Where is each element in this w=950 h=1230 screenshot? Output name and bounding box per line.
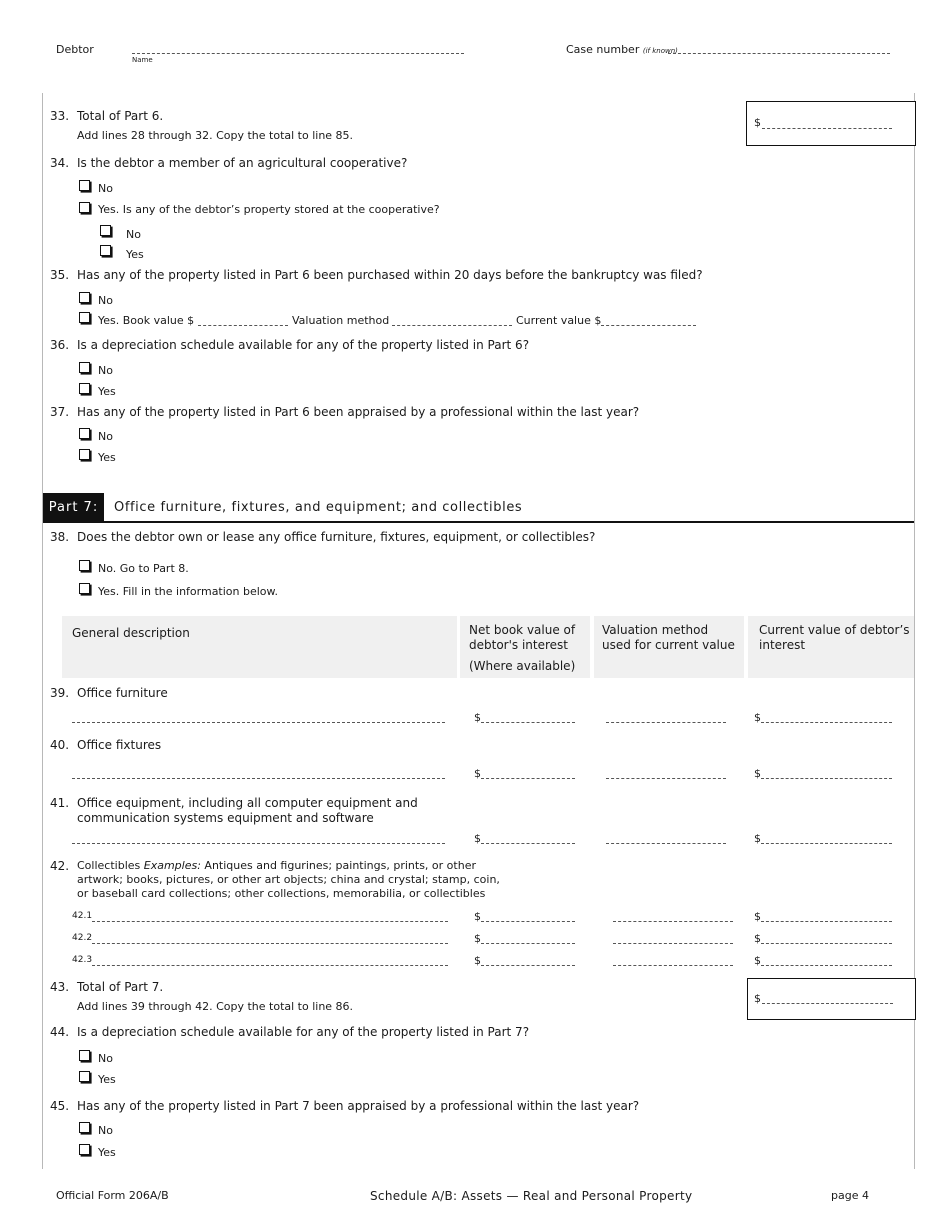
row41-label-line2: communication systems equipment and software xyxy=(77,811,374,825)
debtor-name-field[interactable] xyxy=(132,53,464,54)
row42-1-valuation-field[interactable] xyxy=(613,921,733,922)
row40-number: 40. xyxy=(50,738,70,752)
q34-number: 34. xyxy=(50,156,70,170)
q37-yes-label: Yes xyxy=(98,451,116,464)
row42-3-current-field[interactable] xyxy=(761,965,892,966)
examples-word: Examples: xyxy=(143,859,201,872)
collectibles-word: Collectibles xyxy=(77,859,144,872)
total-part6-field[interactable] xyxy=(762,128,892,129)
col-current-line2: interest xyxy=(759,638,806,652)
q35-yes-checkbox[interactable] xyxy=(79,312,90,323)
row39-current-dollar: $ xyxy=(754,711,761,724)
row39-net-book-field[interactable] xyxy=(481,722,575,723)
row40-current-dollar: $ xyxy=(754,767,761,780)
q38-no-checkbox[interactable] xyxy=(79,560,90,571)
q35-current-value-label: Current value $ xyxy=(516,314,602,327)
row40-label: Office fixtures xyxy=(77,738,162,752)
q45-yes-label: Yes xyxy=(98,1146,116,1159)
row39-net-dollar: $ xyxy=(474,711,481,724)
q34-sub-no-label: No xyxy=(126,228,141,241)
col-valuation-line2: used for current value xyxy=(602,638,735,652)
q38-yes-label: Yes. Fill in the information below. xyxy=(98,585,279,598)
q38-number: 38. xyxy=(50,530,70,544)
q36-question: Is a depreciation schedule available for any of the property listed in Part 6? xyxy=(77,338,530,352)
part7-title: Office furniture, fixtures, and equipment; and collectibles xyxy=(114,500,523,515)
row39-number: 39. xyxy=(50,686,70,700)
q43-number: 43. xyxy=(50,980,70,994)
q34-yes-label: Yes. Is any of the debtor’s property stored at the cooperative? xyxy=(98,203,440,216)
q45-no-label: No xyxy=(98,1124,113,1137)
q34-yes-checkbox[interactable] xyxy=(79,202,90,213)
q34-sub-yes-label: Yes xyxy=(126,248,144,261)
row41-label-line1: Office equipment, including all computer equipment and xyxy=(77,796,418,810)
q35-valuation-label: Valuation method xyxy=(292,314,390,327)
row42-3-description-field[interactable] xyxy=(92,965,448,966)
q38-no-label: No. Go to Part 8. xyxy=(98,562,189,575)
row42-3-net-dollar: $ xyxy=(474,954,481,967)
q35-no-checkbox[interactable] xyxy=(79,292,90,303)
q36-yes-label: Yes xyxy=(98,385,116,398)
row40-valuation-field[interactable] xyxy=(606,778,726,779)
case-number-field[interactable] xyxy=(668,53,890,54)
row41-current-field[interactable] xyxy=(761,843,892,844)
q33-number: 33. xyxy=(50,109,70,123)
col-net-book-line2: debtor's interest xyxy=(469,638,568,652)
row42-1-current-field[interactable] xyxy=(761,921,892,922)
row42-2-net-dollar: $ xyxy=(474,932,481,945)
q35-valuation-field[interactable] xyxy=(392,325,512,326)
footer-form-number: Official Form 206A/B xyxy=(56,1189,169,1202)
row42-1-current-dollar: $ xyxy=(754,910,761,923)
q35-question: Has any of the property listed in Part 6 been purchased within 20 days before the bankruptcy was filed? xyxy=(77,268,703,282)
footer-form-title: Schedule A/B: Assets — Real and Personal Property xyxy=(370,1189,693,1203)
col-net-book-line3: (Where available) xyxy=(469,659,576,673)
row42-1-label: 42.1 xyxy=(72,911,93,921)
q34-sub-yes-checkbox[interactable] xyxy=(100,245,111,256)
q43-subtitle: Add lines 39 through 42. Copy the total to line 86. xyxy=(77,1000,354,1013)
row39-valuation-field[interactable] xyxy=(606,722,726,723)
col-net-book-line1: Net book value of xyxy=(469,623,576,637)
row42-2-valuation-field[interactable] xyxy=(613,943,733,944)
row41-description-field[interactable] xyxy=(72,843,445,844)
row39-current-field[interactable] xyxy=(761,722,892,723)
q35-current-value-field[interactable] xyxy=(601,325,696,326)
name-caption: Name xyxy=(132,56,153,64)
q44-yes-checkbox[interactable] xyxy=(79,1071,90,1082)
col-current-line1: Current value of debtor’s xyxy=(759,623,910,637)
row42-3-label: 42.3 xyxy=(72,955,93,965)
q35-book-value-field[interactable] xyxy=(198,325,288,326)
debtor-label: Debtor xyxy=(56,43,94,56)
q44-no-label: No xyxy=(98,1052,113,1065)
q36-yes-checkbox[interactable] xyxy=(79,383,90,394)
row42-1-net-dollar: $ xyxy=(474,910,481,923)
q45-no-checkbox[interactable] xyxy=(79,1122,90,1133)
row40-current-field[interactable] xyxy=(761,778,892,779)
q45-number: 45. xyxy=(50,1099,70,1113)
q34-question: Is the debtor a member of an agricultural cooperative? xyxy=(77,156,408,170)
q37-yes-checkbox[interactable] xyxy=(79,449,90,460)
dollar-sign: $ xyxy=(754,116,761,129)
part7-label: Part 7: xyxy=(43,493,104,522)
row42-2-net-book-field[interactable] xyxy=(481,943,575,944)
row41-number: 41. xyxy=(50,796,70,810)
q35-book-value-label: Yes. Book value $ xyxy=(98,314,195,327)
q45-question: Has any of the property listed in Part 7 been appraised by a professional within the last year? xyxy=(77,1099,640,1113)
q36-no-label: No xyxy=(98,364,113,377)
row41-valuation-field[interactable] xyxy=(606,843,726,844)
col-general-text: General description xyxy=(72,626,190,640)
q35-no-label: No xyxy=(98,294,113,307)
q33-subtitle: Add lines 28 through 32. Copy the total to line 85. xyxy=(77,129,354,142)
q44-number: 44. xyxy=(50,1025,70,1039)
row42-label-line2: artwork; books, pictures, or other art objects; china and crystal; stamp, coin, xyxy=(77,873,500,886)
examples-text: Antiques and figurines; paintings, prints, or other xyxy=(200,859,476,872)
q35-number: 35. xyxy=(50,268,70,282)
q34-sub-no-checkbox[interactable] xyxy=(100,225,111,236)
total-part7-box[interactable] xyxy=(747,978,916,1020)
row42-3-current-dollar: $ xyxy=(754,954,761,967)
col-header-current xyxy=(748,616,914,678)
q38-question: Does the debtor own or lease any office furniture, fixtures, equipment, or collectibles? xyxy=(77,530,596,544)
row42-2-current-field[interactable] xyxy=(761,943,892,944)
col-header-valuation xyxy=(594,616,744,678)
q44-yes-label: Yes xyxy=(98,1073,116,1086)
q37-no-checkbox[interactable] xyxy=(79,428,90,439)
case-number-text: Case number xyxy=(566,43,640,56)
left-margin-rule xyxy=(42,93,43,1169)
row42-3-valuation-field[interactable] xyxy=(613,965,733,966)
row42-number: 42. xyxy=(50,859,70,873)
col-header-net-book xyxy=(460,616,590,678)
footer-page-number: page 4 xyxy=(831,1189,869,1202)
q44-no-checkbox[interactable] xyxy=(79,1050,90,1061)
total-part6-box[interactable] xyxy=(746,101,916,146)
row41-net-dollar: $ xyxy=(474,832,481,845)
q33-title: Total of Part 6. xyxy=(77,109,164,123)
row40-net-dollar: $ xyxy=(474,767,481,780)
q43-title: Total of Part 7. xyxy=(77,980,164,994)
q37-no-label: No xyxy=(98,430,113,443)
q34-no-checkbox[interactable] xyxy=(79,180,90,191)
q36-no-checkbox[interactable] xyxy=(79,362,90,373)
q37-question: Has any of the property listed in Part 6 been appraised by a professional within the last year? xyxy=(77,405,640,419)
row39-label: Office furniture xyxy=(77,686,168,700)
row42-1-description-field[interactable] xyxy=(92,921,448,922)
q37-number: 37. xyxy=(50,405,70,419)
q45-yes-checkbox[interactable] xyxy=(79,1144,90,1155)
row41-current-dollar: $ xyxy=(754,832,761,845)
row42-2-current-dollar: $ xyxy=(754,932,761,945)
row42-label-line1 xyxy=(77,859,476,872)
col-valuation-line1: Valuation method xyxy=(602,623,709,637)
if-known-caption: (if known) xyxy=(642,47,678,55)
row40-net-book-field[interactable] xyxy=(481,778,575,779)
row42-2-description-field[interactable] xyxy=(92,943,448,944)
case-number-label xyxy=(566,43,678,56)
q44-question: Is a depreciation schedule available for any of the property listed in Part 7? xyxy=(77,1025,530,1039)
q34-no-label: No xyxy=(98,182,113,195)
q36-number: 36. xyxy=(50,338,70,352)
row39-description-field[interactable] xyxy=(72,722,445,723)
row40-description-field[interactable] xyxy=(72,778,445,779)
row42-label-line3: or baseball card collections; other collections, memorabilia, or collectibles xyxy=(77,887,486,900)
q38-yes-checkbox[interactable] xyxy=(79,583,90,594)
dollar-sign: $ xyxy=(754,992,761,1005)
row41-net-book-field[interactable] xyxy=(481,843,575,844)
row42-1-net-book-field[interactable] xyxy=(481,921,575,922)
total-part7-field[interactable] xyxy=(762,1003,893,1004)
col-header-general xyxy=(62,616,457,678)
row42-2-label: 42.2 xyxy=(72,933,93,943)
row42-3-net-book-field[interactable] xyxy=(481,965,575,966)
